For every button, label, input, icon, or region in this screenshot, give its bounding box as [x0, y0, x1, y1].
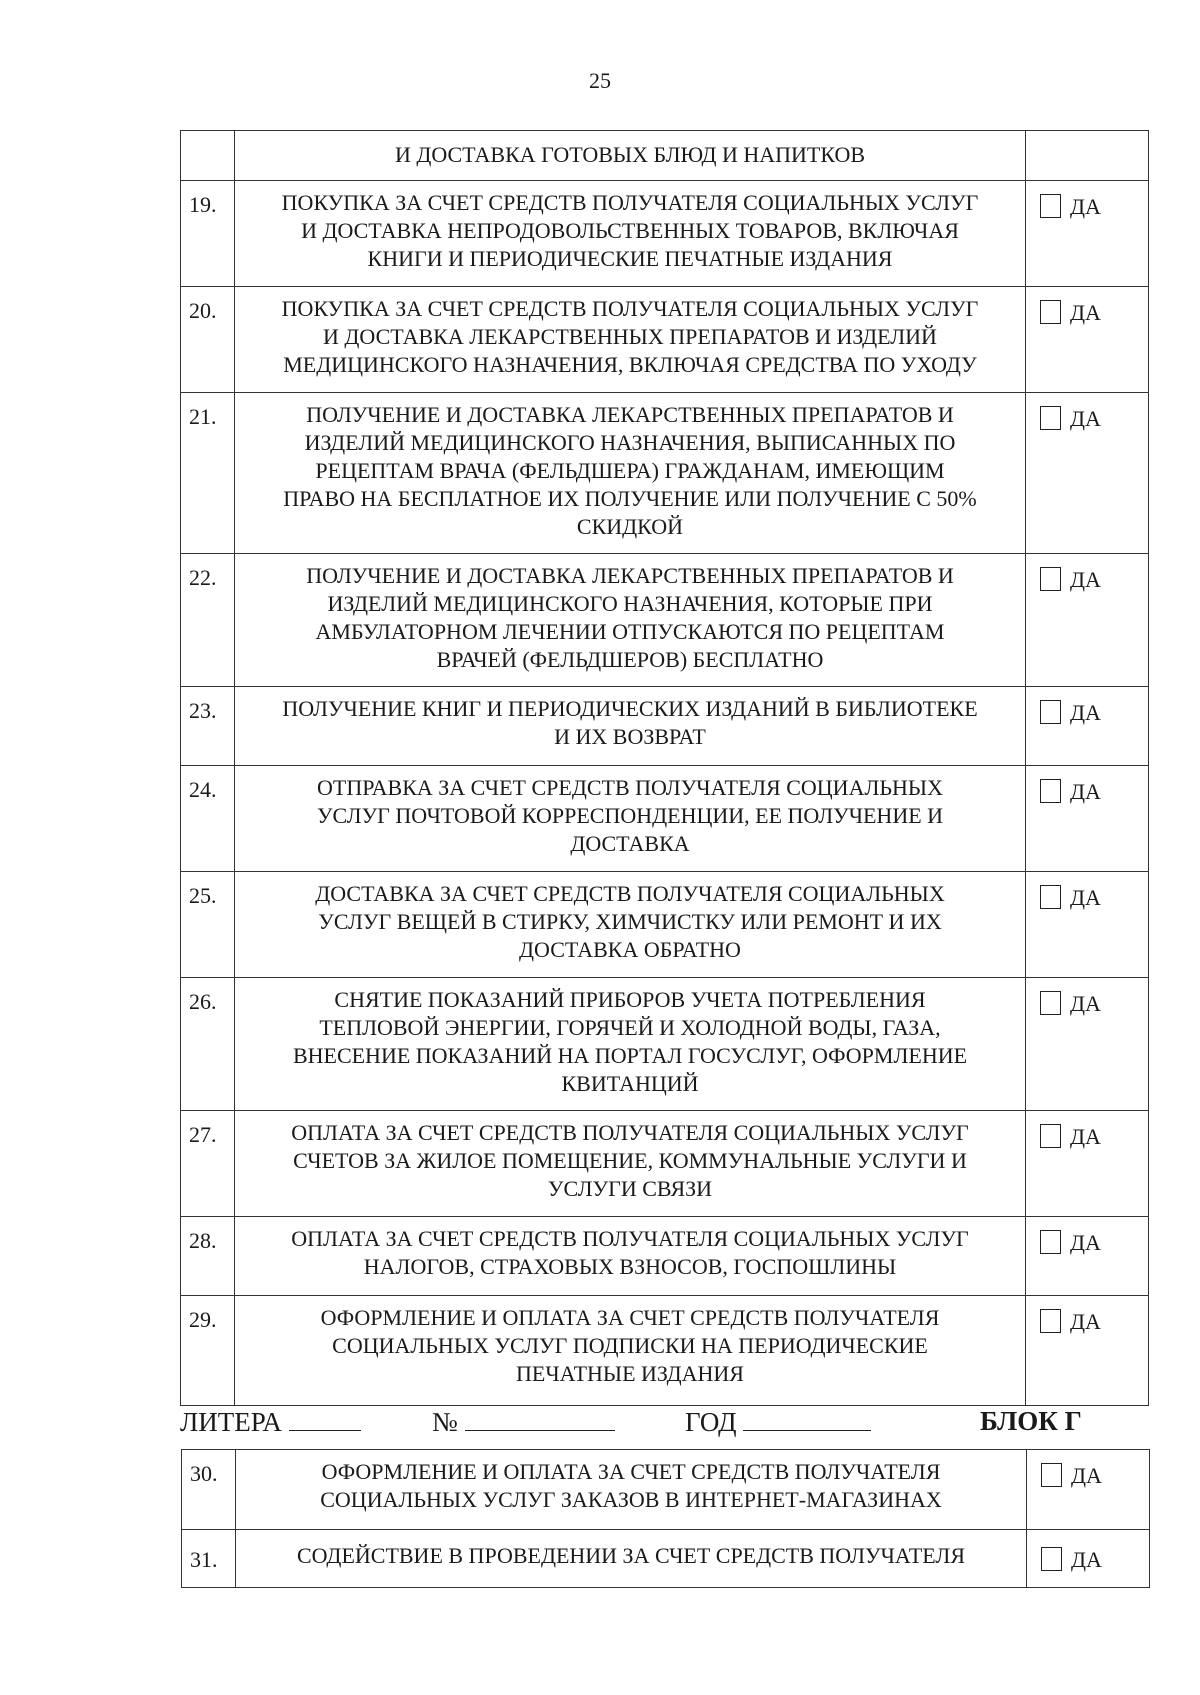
table-row	[182, 1530, 1150, 1588]
description-line: СОЦИАЛЬНЫХ УСЛУГ ПОДПИСКИ НА ПЕРИОДИЧЕСКИЕ	[332, 1333, 928, 1358]
row-number: 25.	[181, 872, 235, 978]
continuation-row	[181, 131, 1149, 181]
table-row	[181, 393, 1149, 554]
row-number: 28.	[181, 1217, 235, 1296]
description-line: ПЕЧАТНЫЕ ИЗДАНИЯ	[516, 1361, 744, 1386]
description-line: КВИТАНЦИЙ	[561, 1071, 699, 1096]
yes-option[interactable]	[1026, 1217, 1149, 1296]
description-line: АМБУЛАТОРНОМ ЛЕЧЕНИИ ОТПУСКАЮТСЯ ПО РЕЦЕПТАМ	[315, 619, 945, 644]
yes-label: ДА	[1071, 1463, 1102, 1488]
row-description	[236, 1530, 1027, 1588]
description-line: ПОЛУЧЕНИЕ И ДОСТАВКА ЛЕКАРСТВЕННЫХ ПРЕПАРАТОВ И	[306, 563, 954, 588]
number-label: №	[432, 1407, 458, 1437]
yes-option[interactable]	[1026, 287, 1149, 393]
page-number: 25	[589, 68, 611, 93]
yes-option[interactable]	[1026, 872, 1149, 978]
row-number: 22.	[181, 554, 235, 687]
table-row	[181, 1217, 1149, 1296]
description-line: СОЦИАЛЬНЫХ УСЛУГ ЗАКАЗОВ В ИНТЕРНЕТ-МАГАЗИНАХ	[320, 1487, 942, 1512]
continuation-text: И ДОСТАВКА ГОТОВЫХ БЛЮД И НАПИТКОВ	[394, 142, 866, 167]
row-number: 24.	[181, 766, 235, 872]
description-line: ПОЛУЧЕНИЕ И ДОСТАВКА ЛЕКАРСТВЕННЫХ ПРЕПАРАТОВ И	[306, 402, 954, 427]
checkbox-icon[interactable]	[1040, 300, 1061, 324]
row-description	[235, 872, 1026, 978]
table-row	[181, 766, 1149, 872]
description-line: РЕЦЕПТАМ ВРАЧА (ФЕЛЬДШЕРА) ГРАЖДАНАМ, ИМЕЮЩИМ	[315, 458, 945, 483]
checkbox-icon[interactable]	[1040, 1230, 1061, 1254]
description-line: ДОСТАВКА	[570, 831, 690, 856]
yes-option[interactable]	[1026, 978, 1149, 1111]
yes-label: ДА	[1070, 406, 1101, 431]
description-line: МЕДИЦИНСКОГО НАЗНАЧЕНИЯ, ВКЛЮЧАЯ СРЕДСТВА ПО УХОДУ	[283, 352, 977, 377]
yes-label: ДА	[1070, 300, 1101, 325]
description-line: УСЛУГИ СВЯЗИ	[547, 1176, 713, 1201]
description-line: СОДЕЙСТВИЕ В ПРОВЕДЕНИИ ЗА СЧЕТ СРЕДСТВ ПОЛУЧАТЕЛЯ	[296, 1543, 966, 1568]
description-line: УСЛУГ ВЕЩЕЙ В СТИРКУ, ХИМЧИСТКУ ИЛИ РЕМОНТ И ИХ	[318, 909, 942, 934]
description-line: СКИДКОЙ	[576, 514, 684, 539]
yes-option[interactable]	[1027, 1450, 1150, 1530]
table-row	[181, 1111, 1149, 1217]
row-description	[235, 978, 1026, 1111]
description-line: УСЛУГ ПОЧТОВОЙ КОРРЕСПОНДЕНЦИИ, ЕЕ ПОЛУЧЕНИЕ И	[316, 803, 944, 828]
description-line: ОПЛАТА ЗА СЧЕТ СРЕДСТВ ПОЛУЧАТЕЛЯ СОЦИАЛЬНЫХ УСЛУГ	[291, 1226, 969, 1251]
checkbox-icon[interactable]	[1040, 406, 1061, 430]
yes-option[interactable]	[1026, 181, 1149, 287]
yes-label: ДА	[1070, 991, 1101, 1016]
year-blank[interactable]	[743, 1406, 871, 1431]
description-line: ОФОРМЛЕНИЕ И ОПЛАТА ЗА СЧЕТ СРЕДСТВ ПОЛУЧАТЕЛЯ	[320, 1305, 940, 1330]
yes-option[interactable]	[1026, 1296, 1149, 1406]
block-label: БЛОК Г	[980, 1406, 1082, 1436]
row-description	[236, 1450, 1027, 1530]
litera-blank[interactable]	[289, 1406, 361, 1431]
number-field	[432, 1406, 615, 1438]
yes-label: ДА	[1070, 1309, 1101, 1334]
description-line: ПОКУПКА ЗА СЧЕТ СРЕДСТВ ПОЛУЧАТЕЛЯ СОЦИАЛЬНЫХ УСЛУГ	[281, 190, 979, 215]
yes-option[interactable]	[1026, 1111, 1149, 1217]
row-number: 19.	[181, 181, 235, 287]
description-line: ВРАЧЕЙ (ФЕЛЬДШЕРОВ) БЕСПЛАТНО	[436, 647, 824, 672]
year-field	[685, 1406, 871, 1438]
description-line: ОФОРМЛЕНИЕ И ОПЛАТА ЗА СЧЕТ СРЕДСТВ ПОЛУЧАТЕЛЯ	[321, 1459, 941, 1484]
row-number: 26.	[181, 978, 235, 1111]
yes-label: ДА	[1070, 567, 1101, 592]
checkbox-icon[interactable]	[1040, 779, 1061, 803]
description-line: ДОСТАВКА ЗА СЧЕТ СРЕДСТВ ПОЛУЧАТЕЛЯ СОЦИАЛЬНЫХ	[315, 881, 945, 906]
yes-label: ДА	[1070, 1230, 1101, 1255]
row-number: 29.	[181, 1296, 235, 1406]
row-number: 21.	[181, 393, 235, 554]
description-line: ТЕПЛОВОЙ ЭНЕРГИИ, ГОРЯЧЕЙ И ХОЛОДНОЙ ВОДЫ, ГАЗА,	[319, 1015, 941, 1040]
yes-label: ДА	[1070, 194, 1101, 219]
description-line: ИЗДЕЛИЙ МЕДИЦИНСКОГО НАЗНАЧЕНИЯ, ВЫПИСАННЫХ ПО	[304, 430, 956, 455]
row-number: 31.	[182, 1530, 236, 1588]
table-row	[181, 1296, 1149, 1406]
row-description	[235, 687, 1026, 766]
description-line: ОПЛАТА ЗА СЧЕТ СРЕДСТВ ПОЛУЧАТЕЛЯ СОЦИАЛЬНЫХ УСЛУГ	[291, 1120, 969, 1145]
yes-option[interactable]	[1026, 687, 1149, 766]
document-identification-line	[180, 1406, 1100, 1446]
table-row	[181, 687, 1149, 766]
checkbox-icon[interactable]	[1040, 1124, 1061, 1148]
description-line: И ИХ ВОЗВРАТ	[554, 724, 706, 749]
option-cell	[1026, 131, 1149, 181]
row-description	[235, 131, 1026, 181]
row-number: 23.	[181, 687, 235, 766]
services-table-block-g	[181, 1449, 1150, 1588]
yes-option[interactable]	[1027, 1530, 1150, 1588]
row-description	[235, 1217, 1026, 1296]
year-label: ГОД	[685, 1407, 737, 1437]
checkbox-icon[interactable]	[1040, 1309, 1061, 1333]
table-row	[182, 1450, 1150, 1530]
row-number: 30.	[182, 1450, 236, 1530]
table-row	[181, 554, 1149, 687]
row-number: 20.	[181, 287, 235, 393]
yes-option[interactable]	[1026, 554, 1149, 687]
yes-label: ДА	[1070, 1124, 1101, 1149]
row-description	[235, 181, 1026, 287]
yes-label: ДА	[1071, 1547, 1102, 1572]
services-table-block-v	[180, 130, 1149, 1406]
checkbox-icon[interactable]	[1040, 700, 1061, 724]
checkbox-icon[interactable]	[1040, 991, 1061, 1015]
number-blank[interactable]	[465, 1406, 615, 1431]
checkbox-icon[interactable]	[1040, 885, 1061, 909]
description-line: ПРАВО НА БЕСПЛАТНОЕ ИХ ПОЛУЧЕНИЕ ИЛИ ПОЛУЧЕНИЕ С 50%	[283, 486, 977, 511]
row-number-cell	[181, 131, 235, 181]
description-line: КНИГИ И ПЕРИОДИЧЕСКИЕ ПЕЧАТНЫЕ ИЗДАНИЯ	[367, 246, 893, 271]
litera-field	[180, 1406, 361, 1438]
checkbox-icon[interactable]	[1041, 1547, 1062, 1571]
description-line: ПОКУПКА ЗА СЧЕТ СРЕДСТВ ПОЛУЧАТЕЛЯ СОЦИАЛЬНЫХ УСЛУГ	[281, 296, 979, 321]
yes-option[interactable]	[1026, 393, 1149, 554]
row-description	[235, 393, 1026, 554]
yes-option[interactable]	[1026, 766, 1149, 872]
yes-label: ДА	[1070, 779, 1101, 804]
row-number: 27.	[181, 1111, 235, 1217]
row-description	[235, 1296, 1026, 1406]
row-description	[235, 287, 1026, 393]
description-line: СНЯТИЕ ПОКАЗАНИЙ ПРИБОРОВ УЧЕТА ПОТРЕБЛЕНИЯ	[334, 987, 926, 1012]
row-description	[235, 1111, 1026, 1217]
description-line: ВНЕСЕНИЕ ПОКАЗАНИЙ НА ПОРТАЛ ГОСУСЛУГ, ОФОРМЛЕНИЕ	[292, 1043, 968, 1068]
description-line: НАЛОГОВ, СТРАХОВЫХ ВЗНОСОВ, ГОСПОШЛИНЫ	[363, 1254, 897, 1279]
row-description	[235, 554, 1026, 687]
description-line: И ДОСТАВКА НЕПРОДОВОЛЬСТВЕННЫХ ТОВАРОВ, ВКЛЮЧАЯ	[301, 218, 959, 243]
checkbox-icon[interactable]	[1041, 1463, 1062, 1487]
row-description	[235, 766, 1026, 872]
litera-label: ЛИТЕРА	[180, 1407, 282, 1437]
description-line: И ДОСТАВКА ЛЕКАРСТВЕННЫХ ПРЕПАРАТОВ И ИЗДЕЛИЙ	[323, 324, 937, 349]
description-line: СЧЕТОВ ЗА ЖИЛОЕ ПОМЕЩЕНИЕ, КОММУНАЛЬНЫЕ УСЛУГИ И	[293, 1148, 967, 1173]
yes-label: ДА	[1070, 885, 1101, 910]
table-row	[181, 287, 1149, 393]
yes-label: ДА	[1070, 700, 1101, 725]
checkbox-icon[interactable]	[1040, 194, 1061, 218]
table-row	[181, 872, 1149, 978]
table-row	[181, 181, 1149, 287]
description-line: ИЗДЕЛИЙ МЕДИЦИНСКОГО НАЗНАЧЕНИЯ, КОТОРЫЕ ПРИ	[327, 591, 933, 616]
checkbox-icon[interactable]	[1040, 567, 1061, 591]
table-row	[181, 978, 1149, 1111]
description-line: ДОСТАВКА ОБРАТНО	[519, 937, 741, 962]
description-line: ОТПРАВКА ЗА СЧЕТ СРЕДСТВ ПОЛУЧАТЕЛЯ СОЦИАЛЬНЫХ	[317, 775, 943, 800]
description-line: ПОЛУЧЕНИЕ КНИГ И ПЕРИОДИЧЕСКИХ ИЗДАНИЙ В БИБЛИОТЕКЕ	[282, 696, 978, 721]
